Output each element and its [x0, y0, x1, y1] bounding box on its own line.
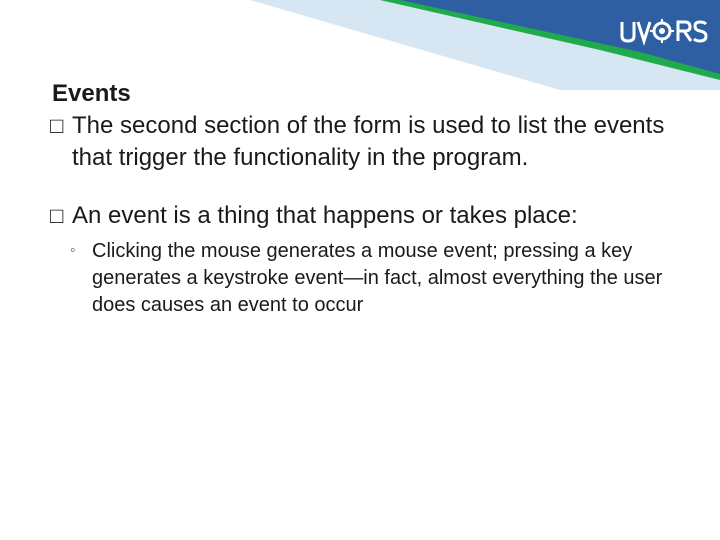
bullet-item [52, 200, 692, 232]
bullet-marker: □ [50, 203, 64, 228]
bullet-marker: □ [50, 113, 64, 138]
header-banner [0, 0, 720, 90]
bullet-text: An event is a thing that happens or takes place: [72, 202, 578, 229]
uvcrs-logo [620, 16, 710, 46]
slide-content [52, 78, 692, 319]
sub-bullet-text: Clicking the mouse generates a mouse event; pressing a key generates a keystroke event—in fact, almost everything the user does causes an event to occur [92, 240, 663, 316]
slide-heading: Events [52, 80, 131, 107]
sub-bullet-item [70, 238, 692, 319]
bullet-item [52, 110, 692, 174]
bullet-text: The second section of the form is used to list the events that trigger the functionality in the program. [72, 112, 665, 171]
sub-bullet-marker: ◦ [70, 242, 76, 259]
